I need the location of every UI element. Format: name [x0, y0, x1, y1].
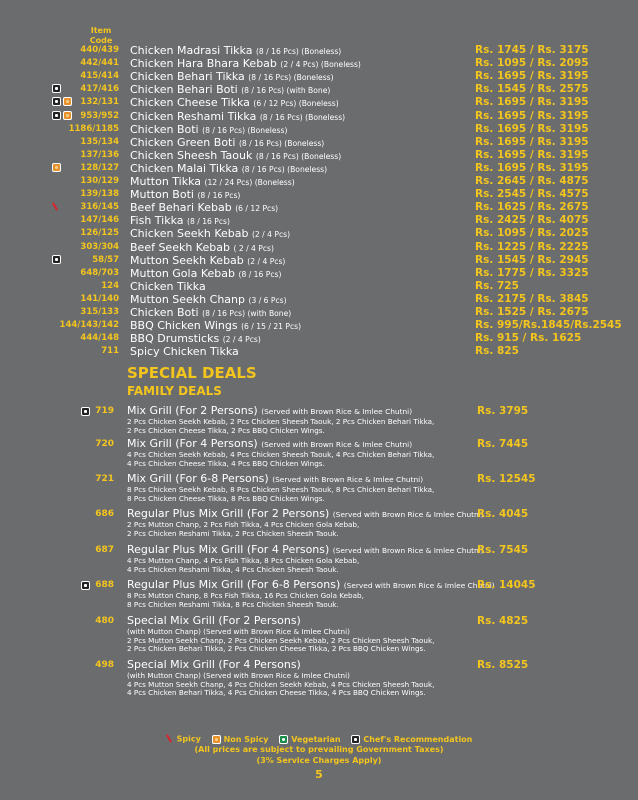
- item-icons: [52, 307, 82, 318]
- item-price: Rs. 915 / Rs. 1625: [475, 332, 582, 345]
- deal-description: [127, 418, 487, 435]
- deal-name-text: Mix Grill (For 4 Persons): [127, 437, 258, 450]
- item-detail: (8 / 16 Pcs): [187, 217, 230, 227]
- deal-code: 687: [95, 545, 114, 555]
- item-detail: (8 / 16 Pcs) (Boneless): [255, 47, 342, 56]
- deal-description-line: 2 Pcs Mutton Seekh Chanp, 2 Pcs Chicken Seekh Kebab, 2 Pcs Chicken Sheesh Taouk,: [127, 635, 435, 645]
- item-code: 141/140: [80, 293, 119, 304]
- deal-code: 720: [95, 439, 114, 449]
- item-name-text: Fish Tikka: [130, 214, 184, 228]
- chef-hat-icon: [52, 97, 61, 106]
- item-detail: (8 / 16 Pcs) (with Bone): [202, 309, 292, 318]
- menu-item: [0, 319, 638, 332]
- item-name: [130, 267, 281, 281]
- deal-description-line: 8 Pcs Chicken Seekh Kebab, 8 Pcs Chicken Sheesh Taouk, 8 Pcs Chicken Behari Tikka,: [127, 485, 435, 494]
- deal-price: Rs. 4045: [477, 508, 529, 520]
- item-name-text: Mutton Tikka: [130, 175, 202, 188]
- item-name: [130, 188, 240, 202]
- item-detail: (8 / 16 Pcs) (Boneless): [241, 164, 328, 174]
- item-icons: [52, 84, 82, 95]
- item-detail: (8 / 16 Pcs) (Boneless): [202, 125, 288, 135]
- legend-chef: [351, 735, 472, 744]
- item-detail: (2 / 4 Pcs): [247, 256, 286, 266]
- non-spicy-icon: [52, 163, 61, 172]
- deal-code: 686: [95, 509, 114, 519]
- item-price: Rs. 2175 / Rs. 3845: [475, 292, 589, 305]
- service-charge-note: (3% Service Charges Apply): [256, 756, 382, 765]
- deal-description-line: 4 Pcs Mutton Seekh Chanp, 4 Pcs Chicken Seekh Kebab, 4 Pcs Chicken Sheesh Taouk,: [127, 679, 435, 689]
- menu-item: [0, 188, 638, 201]
- item-name-text: Chicken Malai Tikka: [130, 161, 239, 175]
- item-icons: [52, 163, 82, 174]
- deal-description: [127, 557, 487, 574]
- item-icons: [52, 346, 82, 357]
- item-name-text: Chicken Green Boti: [130, 135, 236, 149]
- item-name: [130, 345, 239, 359]
- menu-item: [0, 306, 638, 319]
- item-code: 124: [101, 280, 119, 291]
- item-detail: (3 / 6 Pcs): [248, 295, 287, 305]
- item-name-text: Mutton Boti: [130, 188, 194, 202]
- menu-item: [0, 44, 638, 57]
- item-price: Rs. 1695 / Rs. 3195: [475, 148, 589, 161]
- item-code: 132/131: [80, 97, 119, 108]
- item-icons: [52, 189, 82, 200]
- item-detail: (8 / 16 Pcs) (Boneless): [248, 73, 334, 83]
- item-price: Rs. 1775 / Rs. 3325: [475, 266, 589, 279]
- legend-spicy-label: Spicy: [176, 734, 201, 744]
- menu-item: [0, 123, 638, 136]
- item-icons: [52, 268, 82, 279]
- chef-hat-icon: [81, 581, 90, 590]
- chef-hat-icon: [52, 111, 61, 120]
- deal-description-line: 2 Pcs Chicken Behari Tikka, 2 Pcs Chicken Cheese Tikka, 2 Pcs BBQ Chicken Wings.: [127, 644, 426, 654]
- item-detail: (8 / 16 Pcs): [197, 191, 241, 201]
- item-code: 442/441: [80, 58, 119, 69]
- chef-hat-icon: [351, 735, 360, 744]
- item-name: [130, 57, 361, 71]
- deal-description: [127, 628, 487, 654]
- item-icons: [52, 111, 82, 122]
- non-spicy-icon: [63, 111, 72, 120]
- page-number: 5: [315, 768, 323, 781]
- menu-item: [0, 70, 638, 83]
- deal-description-line: 4 Pcs Chicken Seekh Kebab, 4 Pcs Chicken Sheesh Taouk, 4 Pcs Chicken Behari Tikka,: [127, 450, 435, 459]
- menu-item: [0, 136, 638, 149]
- menu-item: [0, 57, 638, 70]
- item-name-text: Mutton Seekh Kebab: [130, 253, 244, 267]
- item-name-text: BBQ Drumsticks: [130, 332, 220, 346]
- item-icons: [52, 97, 82, 108]
- deal-price: Rs. 7445: [477, 438, 529, 450]
- item-detail: (2 / 4 Pcs) (Boneless): [280, 60, 361, 70]
- item-name: [130, 201, 278, 215]
- non-spicy-icon: [63, 97, 72, 106]
- item-code: 128/127: [80, 162, 119, 173]
- deal-description-line: 2 Pcs Mutton Chanp, 2 Pcs Fish Tikka, 4 Pcs Chicken Gola Kebab,: [127, 520, 360, 529]
- item-name: [130, 319, 301, 333]
- deal-description-line: 2 Pcs Chicken Reshami Tikka, 2 Pcs Chicken Sheesh Taouk.: [127, 528, 339, 538]
- item-icons: [52, 176, 82, 187]
- spicy-icon: [166, 734, 174, 744]
- item-name: [130, 175, 295, 189]
- deal-description-line: 2 Pcs Chicken Seekh Kebab, 2 Pcs Chicken Sheesh Taouk, 2 Pcs Chicken Behari Tikka,: [127, 417, 435, 426]
- item-detail: (8 / 16 Pcs) (Boneless): [259, 112, 346, 122]
- menu-item: [0, 96, 638, 109]
- item-icons: [52, 333, 82, 344]
- item-name: [130, 241, 274, 255]
- item-icons: [52, 58, 82, 69]
- legend-nonspicy-label: Non Spicy: [223, 734, 269, 744]
- item-name: [130, 83, 330, 97]
- item-code: 315/133: [80, 307, 119, 317]
- item-code: 711: [101, 346, 119, 357]
- deal-detail: (Served with Brown Rice & Imlee Chutni): [261, 440, 413, 449]
- item-code: 415/414: [80, 71, 119, 82]
- item-detail: (6 / 15 / 21 Pcs): [241, 322, 302, 332]
- item-icons: [52, 71, 82, 82]
- deal-detail: (Served with Brown Rice & Imlee Chutni): [332, 510, 484, 519]
- deal-price: Rs. 3795: [477, 405, 529, 417]
- item-code: 648/703: [80, 267, 119, 278]
- deal-description-line: 4 Pcs Chicken Reshami Tikka, 4 Pcs Chicken Sheesh Taouk.: [127, 564, 339, 574]
- item-name: [130, 280, 206, 294]
- deal-description-line: 8 Pcs Chicken Cheese Tikka, 8 Pcs BBQ Chicken Wings.: [127, 493, 325, 503]
- item-detail: (2 / 4 Pcs): [222, 335, 261, 345]
- deal-description: [127, 451, 487, 468]
- chef-hat-icon: [81, 407, 90, 416]
- item-price: Rs. 1545 / Rs. 2945: [475, 253, 589, 266]
- taxes-note: (All prices are subject to prevailing Government Taxes): [194, 745, 444, 754]
- menu-item: [0, 254, 638, 267]
- deal-name-text: Regular Plus Mix Grill (For 6-8 Persons): [127, 578, 341, 591]
- item-name: [130, 332, 261, 346]
- deal-price: Rs. 7545: [477, 544, 529, 556]
- menu-item: [0, 280, 638, 293]
- item-name-text: Chicken Hara Bhara Kebab: [130, 57, 277, 71]
- item-icons: [52, 150, 82, 161]
- item-name-text: Chicken Madrasi Tikka: [130, 44, 253, 57]
- family-deals-subtitle: FAMILY DEALS: [127, 384, 222, 398]
- item-detail: ( 2 / 4 Pcs): [233, 243, 274, 253]
- item-name-text: Chicken Reshami Tikka: [130, 109, 257, 123]
- item-icons: [52, 281, 82, 292]
- deal-description-line: 4 Pcs Mutton Chanp, 4 Pcs Fish Tikka, 8 Pcs Chicken Gola Kebab,: [127, 556, 360, 565]
- chef-hat-icon: [52, 255, 61, 264]
- item-icons: [52, 294, 82, 305]
- legend: [0, 734, 638, 744]
- deal-description-line: 2 Pcs Chicken Cheese Tikka, 2 Pcs BBQ Chicken Wings.: [127, 425, 325, 435]
- item-code: 953/952: [80, 110, 119, 121]
- item-price: Rs. 2545 / Rs. 4575: [475, 188, 589, 201]
- item-name: [130, 306, 291, 320]
- menu-item: [0, 267, 638, 280]
- item-name: [130, 149, 341, 163]
- item-code: 1186/1185: [68, 123, 119, 134]
- item-name: [130, 162, 327, 176]
- deal-price: Rs. 12545: [477, 473, 536, 485]
- item-code: 137/136: [80, 149, 119, 160]
- item-code-header: [78, 26, 124, 46]
- item-detail: (8 / 16 Pcs) (Boneless): [238, 138, 325, 148]
- legend-nonspicy: [212, 735, 269, 744]
- item-name-text: Chicken Boti: [130, 306, 199, 319]
- item-detail: (12 / 24 Pcs) (Boneless): [204, 178, 295, 187]
- deal-name-text: Mix Grill (For 2 Persons): [127, 404, 258, 417]
- menu-item: [0, 149, 638, 162]
- item-code: 126/125: [80, 228, 119, 239]
- item-code: 135/134: [80, 136, 119, 147]
- deal-icons: [81, 581, 92, 600]
- menu-item: [0, 214, 638, 227]
- item-price: Rs. 1695 / Rs. 3195: [475, 109, 589, 122]
- item-price: Rs. 1225 / Rs. 2225: [475, 240, 589, 253]
- item-name: [130, 96, 339, 110]
- deal-description-line: 8 Pcs Mutton Chanp, 8 Pcs Fish Tikka, 16 Pcs Chicken Gola Kebab,: [127, 591, 364, 600]
- menu-item: [0, 241, 638, 254]
- legend-spicy: [166, 734, 201, 744]
- item-code: 417/416: [80, 84, 119, 95]
- deal-code: 719: [95, 406, 114, 416]
- deal-detail: (Served with Brown Rice & Imlee Chutni): [272, 475, 424, 484]
- item-icons: [52, 202, 82, 213]
- item-name-text: Mutton Gola Kebab: [130, 266, 235, 280]
- item-detail: (2 / 4 Pcs): [251, 230, 291, 240]
- item-name-text: Chicken Seekh Kebab: [130, 227, 249, 241]
- item-name: [130, 44, 341, 58]
- item-icons: [52, 137, 82, 148]
- legend-veg: [279, 735, 340, 744]
- item-price: Rs. 1095 / Rs. 2095: [475, 57, 589, 70]
- item-name: [130, 70, 334, 84]
- item-name: [130, 110, 345, 124]
- item-name-text: BBQ Chicken Wings: [130, 319, 238, 333]
- deal-description-line: 8 Pcs Chicken Reshami Tikka, 8 Pcs Chicken Sheesh Taouk.: [127, 599, 339, 609]
- item-code: 130/129: [80, 176, 119, 186]
- deal-description-line: (with Mutton Chanp) (Served with Brown Rice & Imlee Chutni): [127, 627, 350, 636]
- deal-icons: [81, 407, 92, 426]
- item-name-text: Spicy Chicken Tikka: [130, 345, 239, 359]
- menu-item: [0, 293, 638, 306]
- item-detail: (6 / 12 Pcs): [235, 204, 279, 214]
- item-price: Rs. 2425 / Rs. 4075: [475, 214, 589, 227]
- menu-item: [0, 227, 638, 240]
- item-code: 147/146: [80, 215, 119, 226]
- item-price: Rs. 725: [475, 279, 519, 292]
- item-name-text: Chicken Behari Tikka: [130, 70, 245, 84]
- item-name: [130, 214, 230, 228]
- deal-detail: (Served with Brown Rice & Imlee Chutni): [343, 581, 495, 590]
- deal-description: [127, 672, 487, 698]
- item-code: 58/57: [92, 254, 119, 265]
- deal-name-text: Special Mix Grill (For 2 Persons): [127, 614, 301, 627]
- item-price: Rs. 1625 / Rs. 2675: [475, 201, 589, 214]
- item-name-text: Chicken Tikka: [130, 279, 206, 293]
- legend-veg-label: Vegetarian: [291, 734, 341, 744]
- deal-price: Rs. 14045: [477, 579, 536, 591]
- deal-code: 688: [95, 580, 114, 590]
- item-name-text: Beef Behari Kebab: [130, 201, 232, 215]
- item-code: 444/148: [80, 333, 119, 344]
- deal-description-line: 4 Pcs Chicken Cheese Tikka, 4 Pcs BBQ Chicken Wings.: [127, 458, 325, 468]
- item-code: 139/138: [80, 189, 119, 200]
- menu-item: [0, 345, 638, 358]
- menu-item: [0, 201, 638, 214]
- deal-code: 498: [95, 660, 114, 670]
- deal-detail: (Served with Brown Rice & Imlee Chutni): [332, 546, 484, 555]
- item-name-text: Mutton Seekh Chanp: [130, 292, 245, 306]
- item-price: Rs. 1095 / Rs. 2025: [475, 227, 589, 240]
- item-icons: [52, 45, 82, 56]
- item-code: 144/143/142: [59, 320, 119, 331]
- vegetarian-icon: [279, 735, 288, 744]
- item-name: [130, 293, 287, 307]
- item-price: Rs. 1695 / Rs. 3195: [475, 161, 589, 174]
- item-name-text: Beef Seekh Kebab: [130, 240, 230, 254]
- deal-description-line: (with Mutton Chanp) (Served with Brown Rice & Imlee Chutni): [127, 671, 350, 680]
- deal-code: 480: [95, 616, 114, 626]
- deal-price: Rs. 4825: [477, 615, 529, 627]
- item-detail: (8 / 16 Pcs) (with Bone): [241, 86, 331, 96]
- item-name: [130, 254, 285, 268]
- deal-description-line: 4 Pcs Chicken Behari Tikka, 4 Pcs Chicken Cheese Tikka, 4 Pcs BBQ Chicken Wings.: [127, 688, 426, 698]
- item-price: Rs. 2645 / Rs. 4875: [475, 175, 589, 187]
- deal-description: [127, 521, 487, 538]
- deal-name-text: Regular Plus Mix Grill (For 4 Persons): [127, 543, 330, 556]
- menu-item: [0, 83, 638, 96]
- item-price: Rs. 1745 / Rs. 3175: [475, 44, 589, 56]
- deal-description: [127, 592, 487, 609]
- item-detail: (8 / 16 Pcs): [238, 269, 282, 279]
- item-price: Rs. 825: [475, 345, 519, 358]
- chef-hat-icon: [52, 84, 61, 93]
- spicy-icon: [52, 202, 60, 212]
- item-price: Rs. 1695 / Rs. 3195: [475, 96, 589, 109]
- item-detail: (6 / 12 Pcs) (Boneless): [253, 99, 339, 109]
- item-detail: (8 / 16 Pcs) (Boneless): [255, 151, 342, 161]
- special-deals-title: SPECIAL DEALS: [127, 364, 257, 382]
- item-icons: [52, 255, 82, 266]
- item-code: 440/439: [80, 45, 119, 55]
- item-name: [130, 136, 324, 150]
- item-code-label-2: Code: [89, 36, 113, 45]
- menu-item: [0, 162, 638, 175]
- menu-item: [0, 332, 638, 345]
- deal-price: Rs. 8525: [477, 659, 529, 671]
- item-code: 303/304: [80, 241, 119, 252]
- item-name-text: Chicken Cheese Tikka: [130, 96, 250, 110]
- item-price: Rs. 1695 / Rs. 3195: [475, 135, 589, 148]
- item-name-text: Chicken Boti: [130, 122, 199, 136]
- item-icons: [52, 215, 82, 226]
- deal-detail: (Served with Brown Rice & Imlee Chutni): [261, 407, 413, 416]
- legend-chef-label: Chef's Recommendation: [363, 734, 473, 744]
- item-price: Rs. 1695 / Rs. 3195: [475, 70, 589, 83]
- item-price: Rs. 995/Rs.1845/Rs.2545: [475, 319, 622, 332]
- item-icons: [52, 228, 82, 239]
- item-code: 316/145: [80, 202, 119, 213]
- deal-description: [127, 486, 487, 503]
- deal-name-text: Mix Grill (For 6-8 Persons): [127, 472, 269, 485]
- item-price: Rs. 1545 / Rs. 2575: [475, 83, 589, 96]
- item-icons: [52, 242, 82, 253]
- deal-name-text: Regular Plus Mix Grill (For 2 Persons): [127, 507, 330, 520]
- deal-code: 721: [95, 474, 114, 484]
- item-name: [130, 123, 287, 137]
- item-code-label-1: Item: [90, 26, 112, 35]
- item-name-text: Chicken Sheesh Taouk: [130, 148, 253, 162]
- item-price: Rs. 1525 / Rs. 2675: [475, 306, 589, 318]
- deal-name-text: Special Mix Grill (For 4 Persons): [127, 658, 301, 671]
- item-name-text: Chicken Behari Boti: [130, 83, 238, 97]
- item-name: [130, 227, 290, 241]
- menu-item: [0, 110, 638, 123]
- item-price: Rs. 1695 / Rs. 3195: [475, 122, 589, 135]
- menu-item: [0, 175, 638, 188]
- non-spicy-icon: [212, 735, 221, 744]
